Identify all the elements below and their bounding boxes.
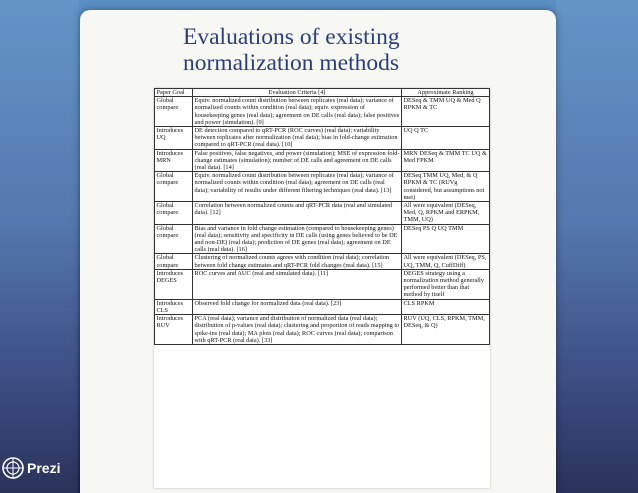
header-evaluation-criteria: Evaluation Criteria [4]	[193, 89, 402, 97]
table-body	[155, 97, 490, 345]
cell-paper-goal: Global compare	[155, 224, 193, 254]
cell-paper-goal: Introduces CLS	[155, 299, 193, 314]
table-row	[155, 299, 490, 314]
evaluation-table	[154, 88, 490, 345]
cell-evaluation-criteria: Bias and variance in fold change estimation (compared to housekeeping genes) (real data); sensitivity and specificity in DE calls (using genes believed to be DE and non-DE) (real data); prediction of DE genes (real data); agreement on DE calls (real data). [16]	[193, 224, 402, 254]
cell-approximate-ranking: DEGES strategy using a normalization method generally performed better than that method by itself	[402, 269, 490, 299]
cell-paper-goal: Introduces RUV	[155, 315, 193, 345]
table-row	[155, 254, 490, 269]
cell-evaluation-criteria: Equiv. normalized count distribution between replicates (real data); variance of normalized counts within condition (real data); equiv. expression of housekeeping genes (real data); agreement on DE calls (real data); false positives and power (simulation). [9]	[193, 97, 402, 127]
table-row	[155, 172, 490, 202]
prezi-logo[interactable]	[2, 457, 60, 479]
table-row	[155, 202, 490, 225]
table-row	[155, 149, 490, 172]
prezi-logo-text: Prezi	[27, 460, 61, 476]
cell-evaluation-criteria: PCA (real data); variance and distribution of normalized data (real data); distribution of p-values (real data); clustering and proportion of reads mapping to spike-ins (real data); MA plots (real data); ROC curves (real data); comparison with qRT-PCR (real data). [33]	[193, 315, 402, 345]
table-header-row	[155, 89, 490, 97]
cell-approximate-ranking: DESeq & TMM UQ & Med Q RPKM & TC	[402, 97, 490, 127]
cell-evaluation-criteria: Correlation between normalized counts and qRT-PCR data (real and simulated data). [12]	[193, 202, 402, 225]
cell-approximate-ranking: DESeq PS Q UQ TMM	[402, 224, 490, 254]
table-row	[155, 127, 490, 150]
cell-evaluation-criteria: DE detection compared to qRT-PCR (ROC curves) (real data); variability between replicates after normalization (real data); bias in fold-change estimation compared to qRT-PCR (real data). [10]	[193, 127, 402, 150]
presentation-slide[interactable]	[80, 10, 556, 493]
cell-approximate-ranking: RUV (UQ, CLS, RPKM, TMM, DESeq, & Q)	[402, 315, 490, 345]
cell-paper-goal: Global compare	[155, 97, 193, 127]
cell-evaluation-criteria: ROC curves and AUC (real and simulated data). [11]	[193, 269, 402, 299]
cell-paper-goal: Global compare	[155, 202, 193, 225]
cell-paper-goal: Introduces DEGES	[155, 269, 193, 299]
table-row	[155, 97, 490, 127]
header-paper-goal: Paper Goal	[155, 89, 193, 97]
cell-approximate-ranking: DESeq TMM UQ, Med, & Q RPKM & TC (RUVg considered, but assumptions not met)	[402, 172, 490, 202]
left-background-panel	[0, 0, 78, 493]
table-row	[155, 269, 490, 299]
cell-paper-goal: Global compare	[155, 172, 193, 202]
cell-approximate-ranking: UQ Q TC	[402, 127, 490, 150]
cell-evaluation-criteria: Clustering of normalized counts agrees with condition (real data); correlation between fold change estimates and qRT-PCR fold changes (real data). [15]	[193, 254, 402, 269]
prezi-logo-icon	[2, 457, 24, 479]
cell-approximate-ranking: CLS RPKM	[402, 299, 490, 314]
document-excerpt	[154, 88, 490, 488]
table-row	[155, 224, 490, 254]
slide-title: Evaluations of existing normalization methods	[183, 24, 400, 76]
table-row	[155, 315, 490, 345]
cell-evaluation-criteria: Observed fold change for normalized data (real data). [23]	[193, 299, 402, 314]
cell-approximate-ranking: MRN DESeq & TMM TC UQ & Med FPKM	[402, 149, 490, 172]
cell-paper-goal: Global compare	[155, 254, 193, 269]
cell-approximate-ranking: All were equivalent (DESeq, Med, Q, RPKM and ERPKM, TMM, UQ)	[402, 202, 490, 225]
cell-evaluation-criteria: Equiv. normalized count distribution between replicates (real data); variance of normalized counts within condition (real data); agreement on DE calls (real data); variability of results under different filtering techniques (real data). [13]	[193, 172, 402, 202]
cell-paper-goal: Introduces UQ	[155, 127, 193, 150]
cell-paper-goal: Introduces MRN	[155, 149, 193, 172]
header-approximate-ranking: Approximate Ranking	[402, 89, 490, 97]
cell-evaluation-criteria: False positives, false negatives, and power (simulation); MSE of expression fold-change estimates (simulation); number of DE calls and agreement on DE calls (real data). [14]	[193, 149, 402, 172]
right-background-panel	[556, 0, 638, 493]
cell-approximate-ranking: All were equivalent (DESeq, PS, UQ, TMM, Q, CuffDiff)	[402, 254, 490, 269]
